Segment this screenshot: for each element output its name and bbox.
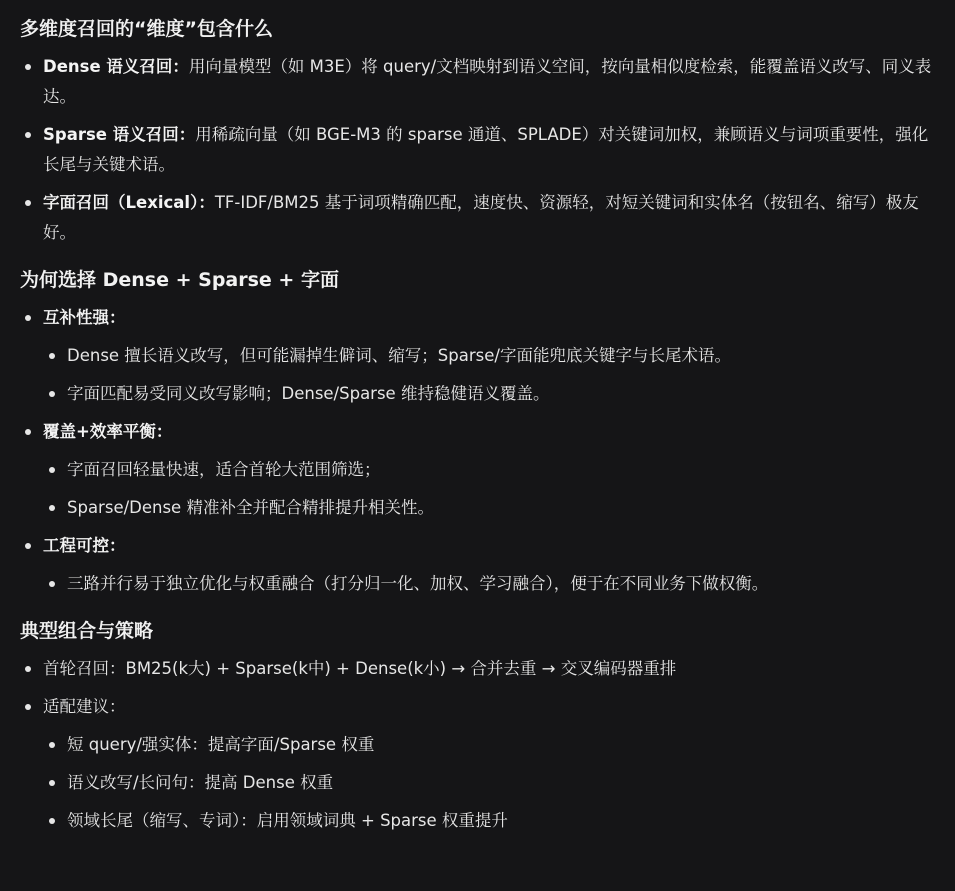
list-item-suggestions (20, 692, 935, 836)
list-item-complementary (20, 303, 935, 409)
sub-item: 领域长尾（缩写、专词）：启用领域词典 + Sparse 权重提升 (43, 806, 935, 836)
list-item-first-round: 首轮召回：BM25(k大) + Sparse(k中) + Dense(k小) → 合并去重 → 交叉编码器重排 (20, 654, 935, 684)
sub-item: 语义改写/长问句：提高 Dense 权重 (43, 768, 935, 798)
section-heading-strategy: 典型组合与策略 (20, 620, 154, 642)
sub-item: Sparse/Dense 精准补全并配合精排提升相关性。 (43, 493, 935, 523)
section-heading-dimensions: 多维度召回的“维度”包含什么 (20, 18, 273, 40)
sub-item: 字面匹配易受同义改写影响；Dense/Sparse 维持稳健语义覆盖。 (43, 379, 935, 409)
sub-list (43, 730, 935, 836)
sub-item: 字面召回轻量快速，适合首轮大范围筛选； (43, 455, 935, 485)
item-label: 字面召回（Lexical）： (43, 193, 215, 212)
list-item-coverage (20, 417, 935, 523)
item-label: 适配建议： (43, 697, 126, 716)
list-item-dense (20, 52, 935, 112)
item-label: 覆盖+效率平衡： (43, 422, 173, 441)
strategy-list (20, 654, 935, 836)
sub-item: Dense 擅长语义改写，但可能漏掉生僻词、缩写；Sparse/字面能兜底关键字与长尾术语。 (43, 341, 935, 371)
item-text: 用向量模型（如 M3E）将 query/文档映射到语义空间，按向量相似度检索，能覆盖语义改写、同义表达。 (43, 57, 932, 106)
why-list (20, 303, 935, 599)
item-text: 用稀疏向量（如 BGE-M3 的 sparse 通道、SPLADE）对关键词加权，兼顾语义与词项重要性，强化长尾与关键术语。 (43, 125, 929, 174)
sub-list (43, 341, 935, 409)
list-item-sparse (20, 120, 935, 180)
sub-list (43, 569, 935, 599)
item-label: 工程可控： (43, 536, 126, 555)
sub-item: 短 query/强实体：提高字面/Sparse 权重 (43, 730, 935, 760)
item-label: Sparse 语义召回： (43, 125, 196, 144)
section-heading-why: 为何选择 Dense + Sparse + 字面 (20, 269, 339, 291)
item-text: TF-IDF/BM25 基于词项精确匹配，速度快、资源轻，对短关键词和实体名（按钮名、缩写）极友好。 (43, 193, 919, 242)
item-label: 互补性强： (43, 308, 126, 327)
sub-item: 三路并行易于独立优化与权重融合（打分归一化、加权、学习融合），便于在不同业务下做权衡。 (43, 569, 935, 599)
sub-list (43, 455, 935, 523)
dimensions-list (20, 52, 935, 248)
list-item-engineering (20, 531, 935, 599)
list-item-lexical (20, 188, 935, 248)
item-label: Dense 语义召回： (43, 57, 189, 76)
